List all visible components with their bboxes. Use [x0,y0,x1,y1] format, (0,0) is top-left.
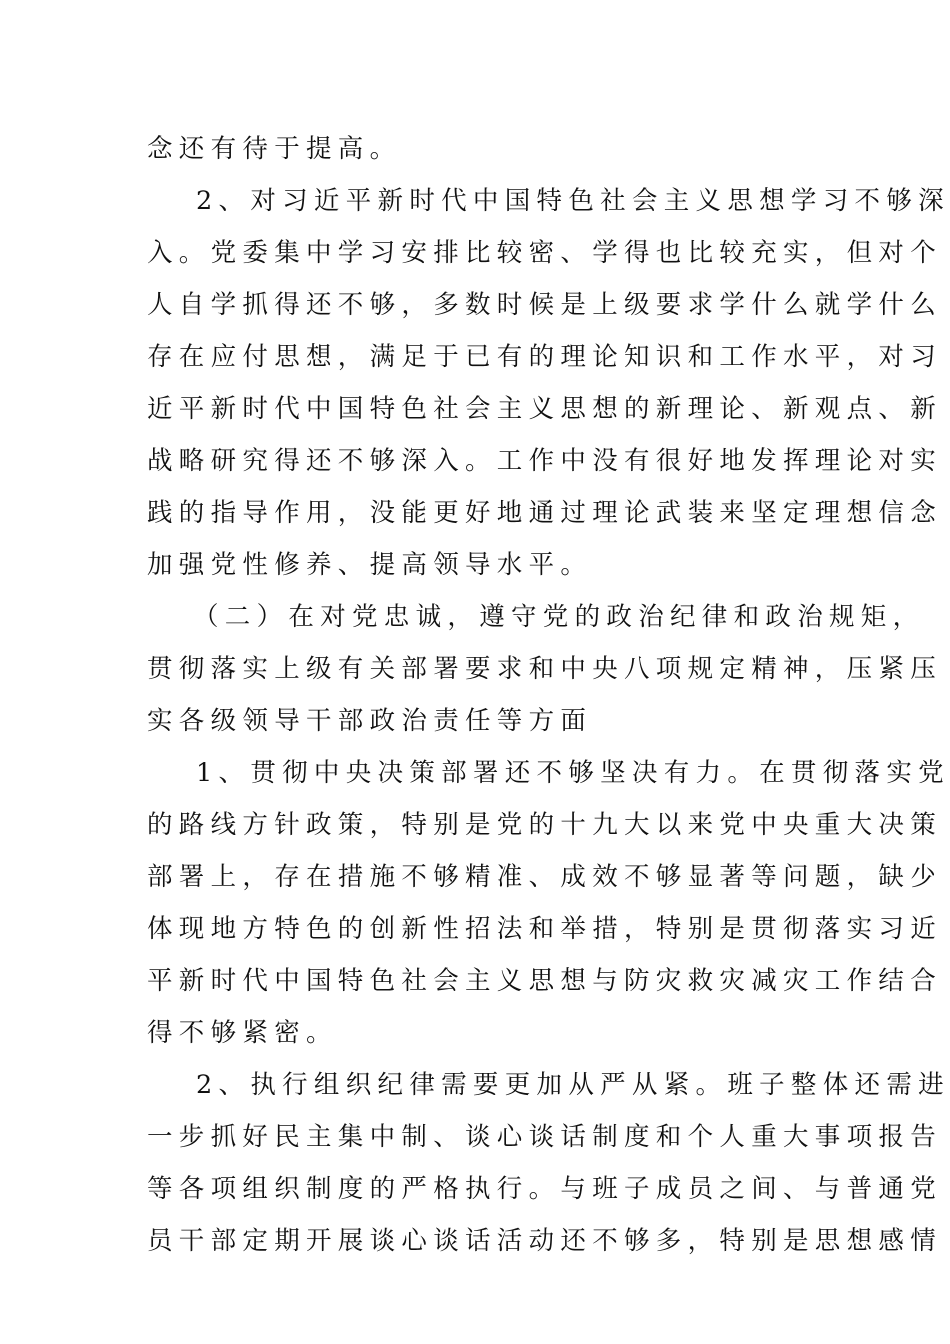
text-line: 体现地方特色的创新性招法和举措，特别是贯彻落实习近 [147,914,943,944]
text-line: 入。党委集中学习安排比较密、学得也比较充实，但对个 [147,238,943,268]
text-line: 得不够紧密。 [147,1018,338,1048]
text-line: 部署上，存在措施不够精准、成效不够显著等问题，缺少 [147,862,943,892]
text-line: 加强党性修养、提高领导水平。 [147,550,593,580]
section-heading: 贯彻落实上级有关部署要求和中央八项规定精神，压紧压 [147,654,943,684]
text-line: 2、对习近平新时代中国特色社会主义思想学习不够深 [196,186,950,216]
section-heading: （二）在对党忠诚，遵守党的政治纪律和政治规矩， [193,602,925,632]
text-line: 念还有待于提高。 [147,134,402,164]
text-line: 人自学抓得还不够，多数时候是上级要求学什么就学什么 [147,290,943,320]
text-line: 战略研究得还不够深入。工作中没有很好地发挥理论对实 [147,446,943,476]
text-line: 的路线方针政策，特别是党的十九大以来党中央重大决策 [147,810,943,840]
section-heading: 实各级领导干部政治责任等方面 [147,706,593,736]
text-line: 一步抓好民主集中制、谈心谈话制度和个人重大事项报告 [147,1122,943,1152]
text-line: 等各项组织制度的严格执行。与班子成员之间、与普通党 [147,1174,943,1204]
text-line: 平新时代中国特色社会主义思想与防灾救灾减灾工作结合 [147,966,943,996]
text-line: 近平新时代中国特色社会主义思想的新理论、新观点、新 [147,394,943,424]
text-line: 员干部定期开展谈心谈话活动还不够多，特别是思想感情 [147,1226,943,1256]
text-line: 存在应付思想，满足于已有的理论知识和工作水平，对习 [147,342,943,372]
text-line: 1、贯彻中央决策部署还不够坚决有力。在贯彻落实党 [196,758,950,788]
text-line: 践的指导作用，没能更好地通过理论武装来坚定理想信念 [147,498,943,528]
text-line: 2、执行组织纪律需要更加从严从紧。班子整体还需进 [196,1070,950,1100]
